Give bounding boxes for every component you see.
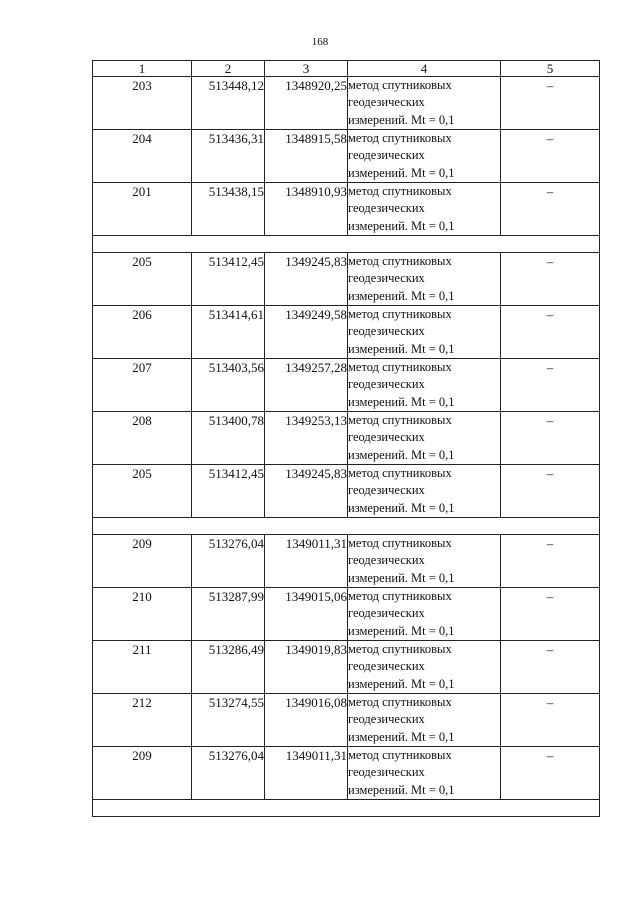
method-cell bbox=[348, 641, 501, 694]
accuracy-cell: – bbox=[501, 130, 600, 183]
coordinates-table bbox=[92, 60, 600, 817]
method-text: измерений. Mt = 0,1 bbox=[348, 500, 455, 515]
method-text: метод спутниковых bbox=[348, 642, 452, 656]
coordinate-y: 1349011,31 bbox=[265, 535, 348, 588]
coordinate-x: 513403,56 bbox=[192, 359, 265, 412]
method-text: геодезических bbox=[348, 606, 425, 621]
point-number: 210 bbox=[93, 588, 192, 641]
column-header: 1 bbox=[93, 61, 192, 77]
method-text: метод спутниковых bbox=[348, 695, 452, 709]
separator-cell bbox=[93, 518, 600, 535]
method-text: метод спутниковых bbox=[348, 413, 452, 427]
method-text: метод спутниковых bbox=[348, 536, 452, 550]
method-cell bbox=[348, 359, 501, 412]
method-text: геодезических bbox=[348, 659, 425, 674]
point-number: 209 bbox=[93, 535, 192, 588]
method-cell bbox=[348, 588, 501, 641]
method-text: геодезических bbox=[348, 324, 425, 339]
method-cell bbox=[348, 253, 501, 306]
coordinate-y: 1349245,83 bbox=[265, 465, 348, 518]
method-text: измерений. Mt = 0,1 bbox=[348, 447, 455, 462]
table-row bbox=[93, 588, 600, 641]
accuracy-cell: – bbox=[501, 747, 600, 800]
coordinate-y: 1348915,58 bbox=[265, 130, 348, 183]
table-row bbox=[93, 747, 600, 800]
coordinate-y: 1348910,93 bbox=[265, 183, 348, 236]
coordinate-x: 513412,45 bbox=[192, 465, 265, 518]
method-text: измерений. Mt = 0,1 bbox=[348, 570, 455, 585]
table-row bbox=[93, 183, 600, 236]
method-text: метод спутниковых bbox=[348, 184, 452, 198]
accuracy-cell: – bbox=[501, 588, 600, 641]
table-row bbox=[93, 694, 600, 747]
accuracy-cell: – bbox=[501, 465, 600, 518]
column-header: 3 bbox=[265, 61, 348, 77]
coordinate-x: 513287,99 bbox=[192, 588, 265, 641]
coordinate-y: 1349011,31 bbox=[265, 747, 348, 800]
method-text: измерений. Mt = 0,1 bbox=[348, 676, 455, 691]
coordinate-x: 513438,15 bbox=[192, 183, 265, 236]
method-text: измерений. Mt = 0,1 bbox=[348, 218, 455, 233]
method-text: метод спутниковых bbox=[348, 589, 452, 603]
method-cell bbox=[348, 412, 501, 465]
method-text: геодезических bbox=[348, 271, 425, 286]
accuracy-cell: – bbox=[501, 77, 600, 130]
method-text: измерений. Mt = 0,1 bbox=[348, 394, 455, 409]
coordinate-y: 1348920,25 bbox=[265, 77, 348, 130]
coordinate-y: 1349257,28 bbox=[265, 359, 348, 412]
point-number: 207 bbox=[93, 359, 192, 412]
coordinate-y: 1349016,08 bbox=[265, 694, 348, 747]
table-row bbox=[93, 641, 600, 694]
accuracy-cell: – bbox=[501, 412, 600, 465]
method-text: геодезических bbox=[348, 712, 425, 727]
method-text: измерений. Mt = 0,1 bbox=[348, 623, 455, 638]
table-header-row bbox=[93, 61, 600, 77]
coordinate-y: 1349249,58 bbox=[265, 306, 348, 359]
method-text: геодезических bbox=[348, 765, 425, 780]
table-row bbox=[93, 253, 600, 306]
accuracy-cell: – bbox=[501, 359, 600, 412]
method-text: геодезических bbox=[348, 95, 425, 110]
point-number: 201 bbox=[93, 183, 192, 236]
method-text: геодезических bbox=[348, 430, 425, 445]
table-row bbox=[93, 306, 600, 359]
column-header: 2 bbox=[192, 61, 265, 77]
coordinate-x: 513448,12 bbox=[192, 77, 265, 130]
accuracy-cell: – bbox=[501, 253, 600, 306]
accuracy-cell: – bbox=[501, 183, 600, 236]
method-cell bbox=[348, 465, 501, 518]
coordinate-x: 513400,78 bbox=[192, 412, 265, 465]
method-text: метод спутниковых bbox=[348, 748, 452, 762]
accuracy-cell: – bbox=[501, 694, 600, 747]
table-row bbox=[93, 130, 600, 183]
method-cell bbox=[348, 130, 501, 183]
point-number: 206 bbox=[93, 306, 192, 359]
coordinate-y: 1349019,83 bbox=[265, 641, 348, 694]
coordinate-y: 1349245,83 bbox=[265, 253, 348, 306]
point-number: 212 bbox=[93, 694, 192, 747]
point-number: 211 bbox=[93, 641, 192, 694]
method-text: геодезических bbox=[348, 483, 425, 498]
point-number: 205 bbox=[93, 465, 192, 518]
table-row bbox=[93, 77, 600, 130]
separator-cell bbox=[93, 236, 600, 253]
accuracy-cell: – bbox=[501, 641, 600, 694]
coordinate-x: 513276,04 bbox=[192, 535, 265, 588]
method-text: измерений. Mt = 0,1 bbox=[348, 112, 455, 127]
method-text: геодезических bbox=[348, 377, 425, 392]
separator-cell bbox=[93, 800, 600, 817]
table-row bbox=[93, 535, 600, 588]
method-text: измерений. Mt = 0,1 bbox=[348, 782, 455, 797]
method-text: метод спутниковых bbox=[348, 307, 452, 321]
coordinate-x: 513436,31 bbox=[192, 130, 265, 183]
column-header: 5 bbox=[501, 61, 600, 77]
method-text: измерений. Mt = 0,1 bbox=[348, 729, 455, 744]
accuracy-cell: – bbox=[501, 306, 600, 359]
table-row bbox=[93, 359, 600, 412]
method-text: измерений. Mt = 0,1 bbox=[348, 288, 455, 303]
point-number: 208 bbox=[93, 412, 192, 465]
method-text: геодезических bbox=[348, 553, 425, 568]
coordinate-y: 1349253,13 bbox=[265, 412, 348, 465]
method-text: геодезических bbox=[348, 201, 425, 216]
coordinate-x: 513274,55 bbox=[192, 694, 265, 747]
method-text: метод спутниковых bbox=[348, 360, 452, 374]
point-number: 204 bbox=[93, 130, 192, 183]
coordinate-x: 513276,04 bbox=[192, 747, 265, 800]
method-text: метод спутниковых bbox=[348, 466, 452, 480]
method-cell bbox=[348, 77, 501, 130]
group-separator-row bbox=[93, 518, 600, 535]
group-separator-row bbox=[93, 800, 600, 817]
coordinate-y: 1349015,06 bbox=[265, 588, 348, 641]
page-number: 168 bbox=[311, 36, 329, 48]
method-text: метод спутниковых bbox=[348, 254, 452, 268]
coordinate-x: 513414,61 bbox=[192, 306, 265, 359]
method-text: метод спутниковых bbox=[348, 78, 452, 92]
method-cell bbox=[348, 694, 501, 747]
point-number: 205 bbox=[93, 253, 192, 306]
table-row bbox=[93, 465, 600, 518]
coordinate-x: 513412,45 bbox=[192, 253, 265, 306]
method-cell bbox=[348, 747, 501, 800]
accuracy-cell: – bbox=[501, 535, 600, 588]
method-text: метод спутниковых bbox=[348, 131, 452, 145]
point-number: 209 bbox=[93, 747, 192, 800]
method-text: измерений. Mt = 0,1 bbox=[348, 165, 455, 180]
column-header: 4 bbox=[348, 61, 501, 77]
coordinate-x: 513286,49 bbox=[192, 641, 265, 694]
method-cell bbox=[348, 535, 501, 588]
method-cell bbox=[348, 306, 501, 359]
point-number: 203 bbox=[93, 77, 192, 130]
method-text: измерений. Mt = 0,1 bbox=[348, 341, 455, 356]
method-text: геодезических bbox=[348, 148, 425, 163]
group-separator-row bbox=[93, 236, 600, 253]
method-cell bbox=[348, 183, 501, 236]
table-row bbox=[93, 412, 600, 465]
